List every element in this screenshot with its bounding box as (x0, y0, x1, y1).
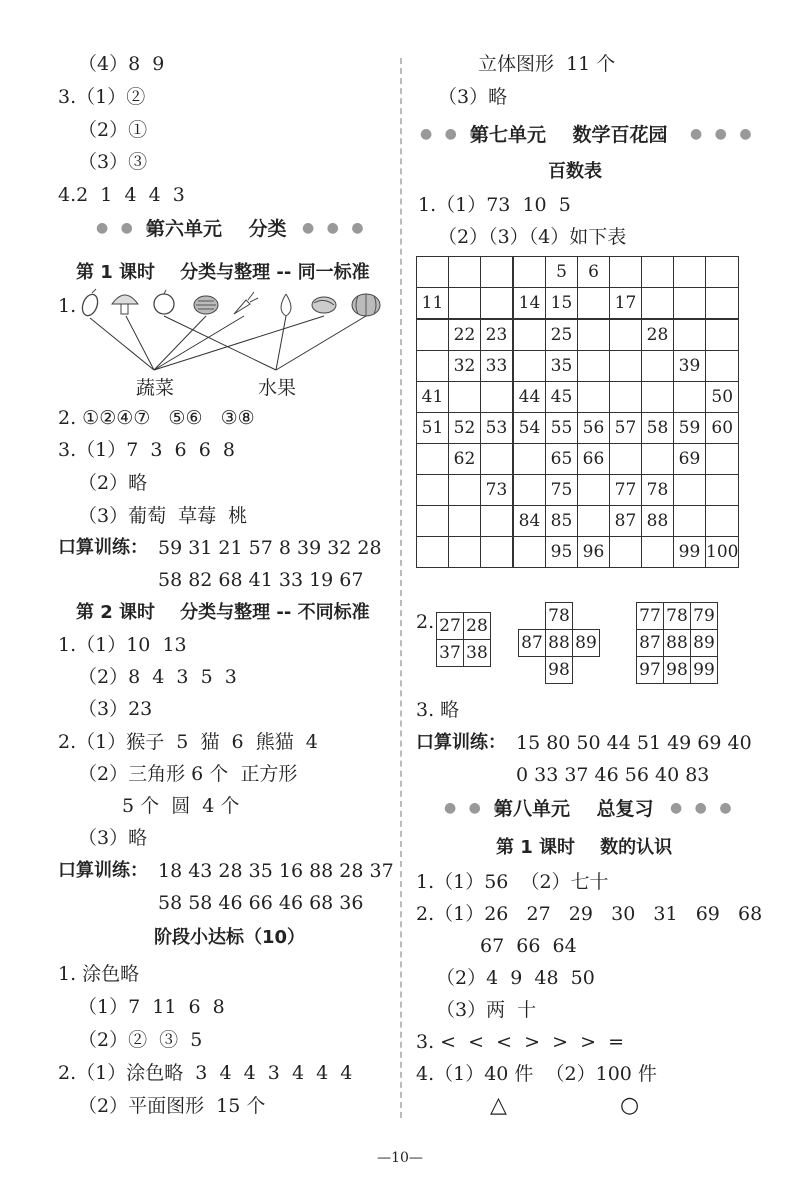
question-label: 2. (416, 611, 435, 633)
table-cell: 75 (546, 475, 578, 506)
table-row (417, 475, 739, 506)
mushroom-icon (112, 295, 138, 314)
table-cell (706, 288, 739, 320)
table-cell (573, 603, 600, 630)
table-cell (519, 657, 546, 684)
table-cell (674, 319, 706, 351)
table-cell (578, 475, 610, 506)
answer-line: 立体图形 11 个 (478, 53, 616, 75)
oral-training-title: 口算训练： (58, 860, 148, 881)
table-row (417, 288, 739, 320)
table-cell: 89 (691, 630, 718, 657)
table-cell (417, 351, 449, 382)
table-row (437, 640, 491, 667)
table-row (417, 413, 739, 444)
table-cell: 88 (546, 630, 573, 657)
answer-line: 3.（1）7 3 6 6 8 (58, 439, 235, 461)
table-cell: 79 (691, 603, 718, 630)
table-cell: 32 (449, 351, 481, 382)
fruit-label: 水果 (258, 377, 297, 399)
answer-line: （2）略 (78, 472, 148, 494)
question-label: 1. (58, 295, 77, 317)
table-cell: 51 (417, 413, 449, 444)
table-cell (449, 475, 481, 506)
table-cell (610, 257, 642, 288)
table-cell: 57 (610, 413, 642, 444)
table-cell (610, 537, 642, 568)
table-cell (449, 382, 481, 413)
table-cell (706, 444, 739, 475)
section-dots-left: ● ● ● (444, 800, 510, 816)
hundred-number-table (416, 256, 739, 568)
section-dots-right: ● ● ● (670, 800, 736, 816)
answer-line: （2）平面图形 15 个 (78, 1095, 266, 1117)
table-cell: 35 (546, 351, 578, 382)
table-cell (674, 257, 706, 288)
table-cell: 96 (578, 537, 610, 568)
table-row (417, 506, 739, 537)
table-cell: 65 (546, 444, 578, 475)
table-cell: 85 (546, 506, 578, 537)
section-dots-right: ● ● ● (690, 126, 756, 142)
table-cell: 99 (674, 537, 706, 568)
number-block-cross (518, 602, 600, 684)
answer-line: （3）略 (78, 827, 148, 849)
table-cell (417, 319, 449, 351)
table-cell (610, 382, 642, 413)
table-cell: 87 (519, 630, 546, 657)
answer-line: 2.（1）涂色略 3 4 4 3 4 4 4 (58, 1062, 353, 1084)
table-cell: 87 (637, 630, 664, 657)
table-cell: 98 (546, 657, 573, 684)
table-cell (610, 319, 642, 351)
table-cell (417, 506, 449, 537)
table-row (417, 444, 739, 475)
table-cell (642, 444, 674, 475)
table-cell (578, 506, 610, 537)
table-row (519, 657, 600, 684)
answer-line: （2）8 4 3 5 3 (78, 666, 237, 688)
table-row (417, 382, 739, 413)
lesson1-heading: 第 1 课时 分类与整理 -- 同一标准 (76, 262, 370, 283)
table-cell (481, 257, 514, 288)
table-row (417, 257, 739, 288)
answer-line: 1.（1）73 10 5 (418, 194, 571, 216)
oral-training-values: 15 80 50 44 51 49 69 40 (516, 732, 752, 754)
table-cell (513, 257, 546, 288)
radish-icon (234, 292, 258, 314)
table-cell: 77 (637, 603, 664, 630)
table-cell: 60 (706, 413, 739, 444)
table-cell: 5 (546, 257, 578, 288)
section-dots-right: ● ● ● (302, 220, 368, 236)
table-cell: 45 (546, 382, 578, 413)
unit7-heading: 第七单元 数学百花园 (470, 124, 668, 146)
table-cell (417, 537, 449, 568)
table-cell (449, 506, 481, 537)
table-cell (481, 288, 514, 320)
table-row (637, 657, 718, 684)
table-cell (578, 351, 610, 382)
answer-line: 5 个 圆 4 个 (122, 795, 240, 817)
table-cell: 62 (449, 444, 481, 475)
table-row (437, 613, 491, 640)
answer-line: 4.（1）40 件 （2）100 件 (416, 1063, 657, 1085)
table-cell: 52 (449, 413, 481, 444)
answer-line: 3. < < < > > > = (416, 1031, 625, 1053)
answer-line: （2）三角形 6 个 正方形 (78, 763, 298, 785)
answer-line: （3）葡萄 草莓 桃 (78, 505, 248, 527)
number-block-square (436, 612, 491, 667)
table-cell: 14 (513, 288, 546, 320)
answer-line: 3.（1）② (58, 86, 146, 108)
pear-icon (281, 294, 291, 316)
table-cell: 44 (513, 382, 546, 413)
table-cell: 11 (417, 288, 449, 320)
table-cell: 78 (642, 475, 674, 506)
circle-icon: ○ (620, 1093, 640, 1118)
stage-heading: 阶段小达标（10） (154, 927, 306, 948)
answer-line: 2.（1）26 27 29 30 31 69 68 (416, 903, 763, 925)
table-cell (449, 288, 481, 320)
table-cell (417, 257, 449, 288)
table-cell: 99 (691, 657, 718, 684)
answer-line: 67 66 64 (480, 935, 577, 957)
table-cell (674, 288, 706, 320)
table-cell (417, 444, 449, 475)
table-cell (481, 382, 514, 413)
table-cell (449, 537, 481, 568)
table-cell: 78 (664, 603, 691, 630)
answer-line: 1.（1）10 13 (58, 634, 187, 656)
oral-training-values: 0 33 37 46 56 40 83 (516, 764, 710, 786)
answer-line: 1.（1）56 （2）七十 (416, 871, 609, 893)
table-row (519, 630, 600, 657)
table-cell (610, 444, 642, 475)
page-number: —10— (377, 1150, 423, 1166)
oral-training-values: 59 31 21 57 8 39 32 28 (158, 537, 382, 559)
table-cell: 15 (546, 288, 578, 320)
table-cell (513, 351, 546, 382)
table-cell: 100 (706, 537, 739, 568)
lesson-heading: 第 1 课时 数的认识 (496, 837, 673, 858)
table-row (417, 319, 739, 351)
table-cell (481, 444, 514, 475)
table-cell (706, 475, 739, 506)
table-cell: 17 (610, 288, 642, 320)
table-row (637, 603, 718, 630)
table-cell: 38 (464, 640, 491, 667)
answer-line: （1）7 11 6 8 (78, 996, 225, 1018)
answer-line: 3. 略 (416, 699, 460, 721)
answer-line: （3）略 (438, 86, 508, 108)
table-cell (578, 382, 610, 413)
unit8-heading: 第八单元 总复习 (494, 798, 654, 820)
vegetable-label: 蔬菜 (136, 377, 175, 399)
triangle-icon: △ (490, 1093, 507, 1118)
apple-icon (154, 290, 174, 314)
table-cell (642, 537, 674, 568)
eggplant-icon (80, 289, 101, 318)
table-cell: 33 (481, 351, 514, 382)
section-dots-left: ● ● ● (420, 126, 486, 142)
table-cell (642, 257, 674, 288)
table-cell: 78 (546, 603, 573, 630)
table-cell: 28 (464, 613, 491, 640)
matching-diagram (76, 288, 416, 398)
table-cell (610, 351, 642, 382)
table-cell (481, 506, 514, 537)
table-cell: 84 (513, 506, 546, 537)
table-cell: 25 (546, 319, 578, 351)
oral-training-values: 58 82 68 41 33 19 67 (158, 569, 364, 591)
table-cell (513, 475, 546, 506)
table-cell: 77 (610, 475, 642, 506)
table-cell (642, 382, 674, 413)
melon-icon (194, 296, 218, 314)
oral-training-values: 18 43 28 35 16 88 28 37 (158, 860, 394, 882)
number-block-grid (636, 602, 718, 684)
table-cell (674, 475, 706, 506)
table-cell: 88 (664, 630, 691, 657)
table-cell (449, 257, 481, 288)
table-cell: 53 (481, 413, 514, 444)
table-cell: 23 (481, 319, 514, 351)
oral-training-values: 58 58 46 66 46 68 36 (158, 892, 364, 914)
table-cell: 66 (578, 444, 610, 475)
answer-line: 1. 涂色略 (58, 963, 140, 985)
hundred-table-title: 百数表 (548, 161, 602, 182)
answer-line: （2）② ③ 5 (78, 1029, 203, 1051)
table-cell: 22 (449, 319, 481, 351)
table-cell (513, 444, 546, 475)
table-cell (513, 319, 546, 351)
table-cell: 56 (578, 413, 610, 444)
table-cell (642, 288, 674, 320)
beans-icon (312, 297, 336, 313)
table-cell: 58 (642, 413, 674, 444)
pumpkin-icon (352, 294, 380, 316)
lesson2-heading: 第 2 课时 分类与整理 -- 不同标准 (76, 602, 370, 623)
answer-line: 2. ①②④⑦ ⑤⑥ ③⑧ (58, 407, 255, 429)
answer-line: （3）23 (78, 698, 153, 720)
unit6-heading: 第六单元 分类 (146, 218, 287, 240)
answer-line: （4）8 9 (78, 53, 165, 75)
answer-line: （2）4 9 48 50 (436, 967, 595, 989)
answer-line: （3）③ (78, 151, 148, 173)
table-cell (513, 537, 546, 568)
table-cell (481, 537, 514, 568)
table-cell: 41 (417, 382, 449, 413)
answer-line: 4.2 1 4 4 3 (58, 184, 185, 206)
column-divider (400, 58, 402, 1118)
table-cell: 88 (642, 506, 674, 537)
table-cell (706, 506, 739, 537)
table-cell (578, 288, 610, 320)
table-cell: 97 (637, 657, 664, 684)
table-cell: 27 (437, 613, 464, 640)
table-cell: 73 (481, 475, 514, 506)
table-cell: 55 (546, 413, 578, 444)
table-row (519, 603, 600, 630)
table-cell: 6 (578, 257, 610, 288)
oral-training-title: 口算训练： (416, 732, 506, 753)
table-cell: 39 (674, 351, 706, 382)
table-cell: 54 (513, 413, 546, 444)
table-row (637, 630, 718, 657)
table-cell (706, 257, 739, 288)
answer-line: 2.（1）猴子 5 猫 6 熊猫 4 (58, 731, 318, 753)
oral-training-title: 口算训练： (58, 537, 148, 558)
table-cell: 87 (610, 506, 642, 537)
table-cell (573, 657, 600, 684)
table-cell (706, 351, 739, 382)
table-cell: 37 (437, 640, 464, 667)
table-cell: 95 (546, 537, 578, 568)
table-cell (674, 506, 706, 537)
table-cell: 28 (642, 319, 674, 351)
table-row (417, 537, 739, 568)
table-cell (417, 475, 449, 506)
table-row (417, 351, 739, 382)
table-cell: 98 (664, 657, 691, 684)
table-cell: 59 (674, 413, 706, 444)
answer-line: （3）两 十 (436, 999, 537, 1021)
table-cell (674, 382, 706, 413)
table-cell (642, 351, 674, 382)
section-dots-left: ● ● ● (96, 220, 162, 236)
table-cell: 50 (706, 382, 739, 413)
table-cell: 89 (573, 630, 600, 657)
table-cell (706, 319, 739, 351)
table-cell (578, 319, 610, 351)
table-cell: 69 (674, 444, 706, 475)
table-cell (519, 603, 546, 630)
answer-line: （2）（3）（4）如下表 (438, 226, 627, 248)
answer-line: （2）① (78, 119, 148, 141)
